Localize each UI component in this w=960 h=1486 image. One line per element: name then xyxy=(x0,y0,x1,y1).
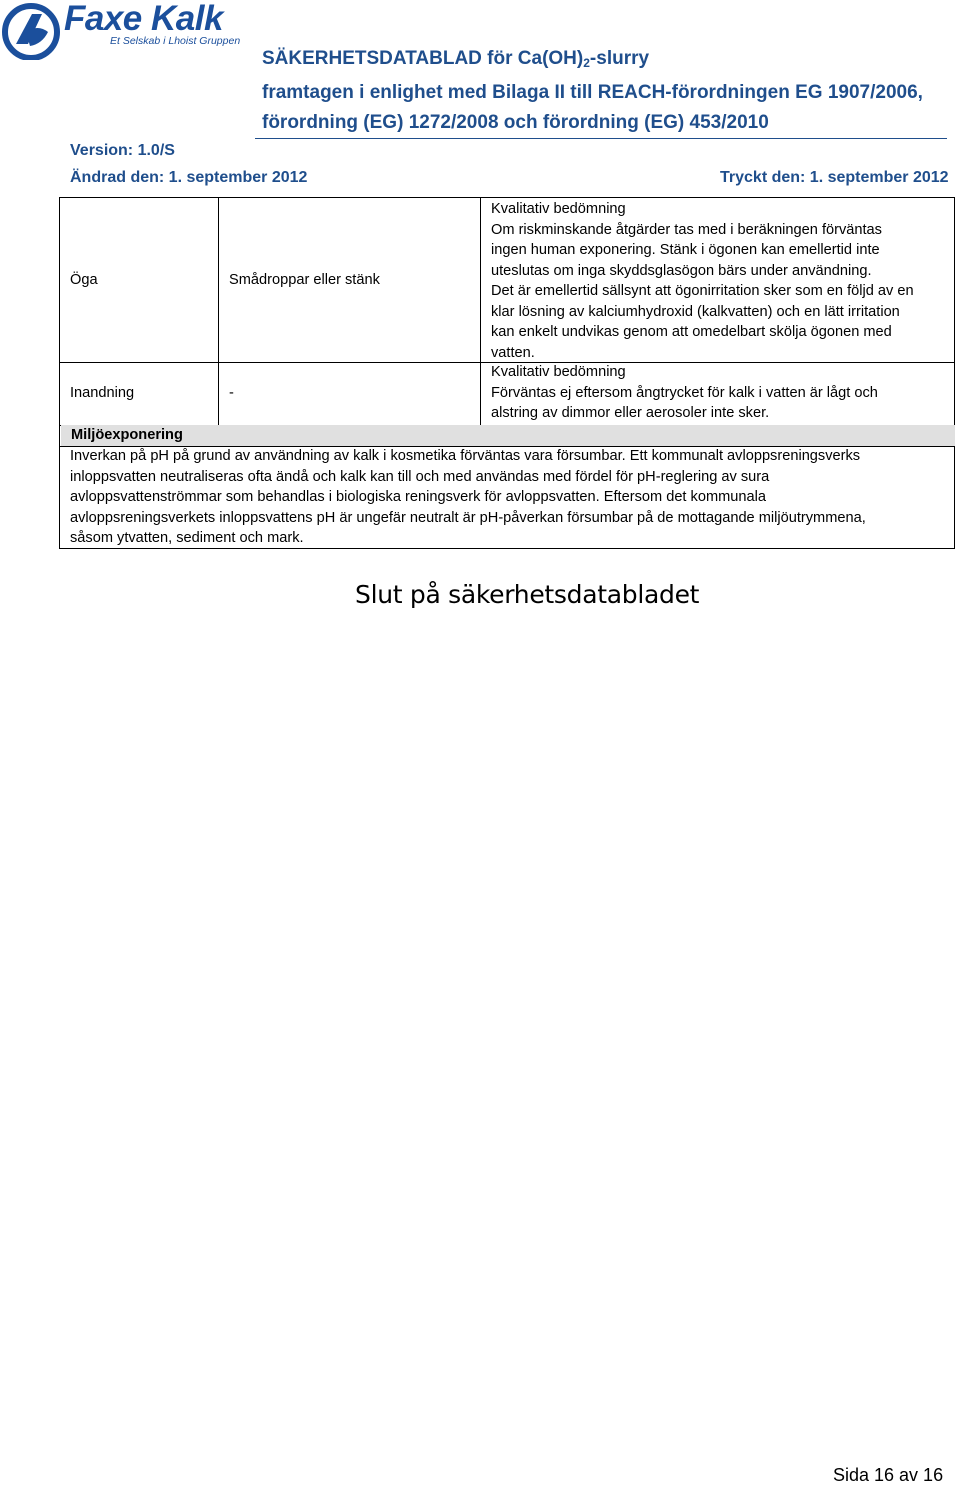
assessment-line: Förväntas ej eftersom ångtrycket för kalk i vatten är lågt och xyxy=(491,384,878,401)
column-divider xyxy=(218,198,219,425)
logo-name: Faxe Kalk xyxy=(64,0,223,38)
assessment-title: Kvalitativ bedömning xyxy=(491,364,626,380)
route-inhalation: Inandning xyxy=(70,385,135,401)
environment-line: avloppsreningsverkets inloppsvattens pH är ungefär neutralt är pH-påverkan försumbar på de mottagande miljöutrymmena, xyxy=(70,509,866,526)
version-label: Version: 1.0/S xyxy=(70,142,175,159)
assessment-line: uteslutas om inga skyddsglasögon bärs under användning. xyxy=(491,262,872,279)
environment-heading: Miljöexponering xyxy=(71,427,183,443)
assessment-line: alstring av dimmor eller aerosoler inte sker. xyxy=(491,405,770,421)
title-line-1 xyxy=(262,44,923,78)
environment-line: avloppsvattenströmmar som behandlas i biologiska reningsverk för avloppsvatten. Eftersom det kommunala xyxy=(70,489,766,505)
assessment-inhalation xyxy=(491,362,953,424)
environment-line: såsom ytvatten, sediment och mark. xyxy=(70,530,304,546)
assessment-line: kan enkelt undvikas genom att omedelbart skölja ögonen med xyxy=(491,324,892,340)
printed-date: Tryckt den: 1. september 2012 xyxy=(720,169,949,186)
end-of-document-note: Slut på säkerhetsdatabladet xyxy=(355,580,700,609)
exposure-none: - xyxy=(229,385,234,401)
title-subscript: 2 xyxy=(583,56,590,70)
document-title xyxy=(262,44,923,138)
environment-text xyxy=(70,446,950,549)
title-pre: SÄKERHETSDATABLAD för Ca(OH) xyxy=(262,48,584,69)
assessment-line: Om riskminskande åtgärder tas med i beräkningen förväntas xyxy=(491,221,882,238)
header-divider xyxy=(255,138,947,139)
assessment-line: ingen human exponering. Stänk i ögonen kan emellertid inte xyxy=(491,242,880,258)
exposure-table xyxy=(59,197,955,549)
environment-line: inloppsvatten neutraliseras ofta ändå och kalk kan till och med användas med fördel för pH-reglering av sura xyxy=(70,468,770,485)
assessment-title: Kvalitativ bedömning xyxy=(491,201,626,217)
assessment-line: vatten. xyxy=(491,344,535,361)
page-number: Sida 16 av 16 xyxy=(833,1465,944,1485)
assessment-eye xyxy=(491,199,953,363)
environment-section-header xyxy=(61,425,955,446)
assessment-line: Det är emellertid sällsynt att ögonirritation sker som en följd av en xyxy=(491,283,914,299)
assessment-line: klar lösning av kalciumhydroxid (kalkvatten) och en lätt irritation xyxy=(491,303,900,320)
title-line-2: framtagen i enlighet med Bilaga II till REACH-förordningen EG 1907/2006, xyxy=(262,82,923,103)
logo-subtitle: Et Selskab i Lhoist Gruppen xyxy=(110,35,241,47)
route-eye: Öga xyxy=(70,272,98,288)
company-logo xyxy=(2,0,241,62)
changed-date: Ändrad den: 1. september 2012 xyxy=(70,169,308,186)
exposure-splash: Smådroppar eller stänk xyxy=(229,272,380,288)
title-post: -slurry xyxy=(589,48,650,69)
column-divider xyxy=(480,198,481,425)
title-line-3: förordning (EG) 1272/2008 och förordning (EG) 453/2010 xyxy=(262,112,769,133)
environment-line: Inverkan på pH på grund av användning av kalk i kosmetika förväntas vara försumbar. Ett kommunalt avloppsreningsverks xyxy=(70,448,861,464)
faxe-kalk-logo-icon xyxy=(2,2,64,60)
